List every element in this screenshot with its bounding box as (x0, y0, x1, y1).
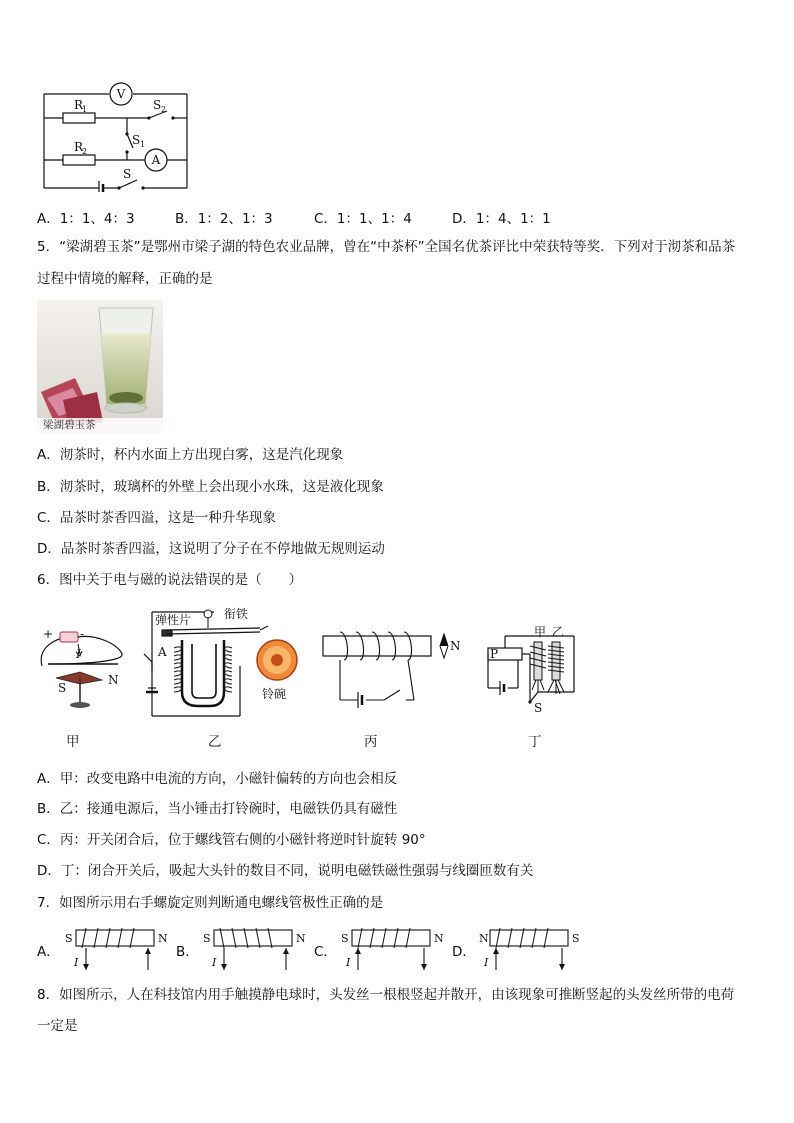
q8-stem-line2: 一定是 (37, 1018, 78, 1034)
q6-fig-ding (478, 626, 586, 714)
yi-a-label: A (158, 645, 167, 659)
q5-option-b: B．沏茶时，玻璃杯的外壁上会出现小水珠，这是液化现象 (37, 479, 384, 495)
q6-label-jia: 甲 (66, 734, 80, 750)
q5-stem-line2: 过程中情境的解释，正确的是 (37, 271, 213, 287)
jia-minus: - (80, 627, 85, 641)
r1-label: R (74, 98, 84, 112)
yi-bell-label: 铃碗 (262, 687, 287, 701)
s2-sub: 2 (161, 105, 167, 114)
q6-stem: 6．图中关于电与磁的说法错误的是（ ） (37, 572, 303, 588)
yi-spring-label: 弹性片 (155, 613, 192, 627)
q7-option-c-letter: C． (314, 944, 337, 960)
s1-label: S (132, 133, 141, 147)
q6-label-yi: 乙 (208, 734, 222, 750)
q7-d-current: I (484, 956, 489, 969)
q7-a-right-pole: N (158, 932, 168, 945)
q4-option-d: D．1：4、1：1 (452, 211, 551, 227)
q7-a-left-pole: S (65, 932, 73, 945)
q7-c-current: I (346, 956, 351, 969)
q7-a-current: I (74, 956, 79, 969)
q7-solenoid-d (476, 924, 588, 974)
jia-plus: + (43, 627, 54, 641)
ammeter-label: A (151, 153, 161, 167)
q4-option-c: C．1：1、1：4 (314, 211, 412, 227)
s1-sub: 1 (140, 140, 146, 149)
q5-option-d: D．品茶时茶香四溢，这说明了分子在不停地做无规则运动 (37, 541, 385, 557)
r2-label: R (74, 140, 84, 154)
q7-c-left-pole: S (341, 932, 349, 945)
q7-b-current: I (212, 956, 217, 969)
yi-armature-label: 衔铁 (224, 607, 249, 621)
q6-option-b: B．乙：接通电源后，当小锤击打铃碗时，电磁铁仍具有磁性 (37, 801, 398, 817)
ding-jia-label: 甲 (534, 626, 547, 639)
q7-option-d-letter: D． (452, 944, 476, 960)
q7-stem: 7．如图所示用右手螺旋定则判断通电螺线管极性正确的是 (37, 895, 384, 911)
ding-p-label: P (490, 647, 499, 661)
q7-b-left-pole: S (203, 932, 211, 945)
s2-label: S (153, 98, 162, 112)
q7-option-b-letter: B． (176, 944, 199, 960)
q6-fig-jia (36, 620, 128, 710)
q7-option-a-letter: A． (37, 944, 60, 960)
q7-c-right-pole: N (434, 932, 444, 945)
q6-option-c: C．丙：开关闭合后，位于螺线管右侧的小磁针将逆时针旋转 90° (37, 832, 426, 848)
r1-sub: 1 (82, 105, 88, 114)
ding-yi-label: 乙 (552, 626, 565, 639)
q7-d-right-pole: S (572, 932, 580, 945)
q4-option-a: A．1：1、4：3 (37, 211, 135, 227)
q7-solenoid-b (200, 924, 312, 974)
q7-b-right-pole: N (296, 932, 306, 945)
s-label: S (123, 167, 132, 181)
q6-label-bing: 丙 (364, 734, 378, 750)
q7-solenoid-a (62, 924, 174, 974)
jia-n: N (108, 673, 119, 687)
ding-s-label: S (534, 701, 543, 714)
voltmeter-label: V (116, 87, 126, 101)
q8-stem-line1: 8．如图所示，人在科技馆内用手触摸静电球时，头发丝一根根竖起并散开，由该现象可推断竖起的头发丝所带的电荷 (37, 987, 735, 1003)
tea-photo-caption: 梁湖碧玉茶 (43, 419, 96, 431)
jia-s: S (58, 681, 67, 695)
r2-sub: 2 (82, 147, 88, 156)
q6-fig-bing (320, 628, 470, 710)
q4-circuit-diagram (37, 80, 197, 192)
q5-stem-line1: 5．“梁湖碧玉茶”是鄂州市梁子湖的特色农业品牌，曾在“中茶杯”全国名优茶评比中荣获特等奖．下列对于沏茶和品茶 (37, 239, 736, 255)
q5-option-a: A．沏茶时，杯内水面上方出现白雾，这是汽化现象 (37, 447, 344, 463)
bing-n-label: N (450, 639, 461, 653)
q7-d-left-pole: N (479, 932, 489, 945)
q6-option-d: D．丁：闭合开关后，吸起大头针的数目不同，说明电磁铁磁性强弱与线圈匝数有关 (37, 863, 534, 879)
tea-photo (37, 300, 163, 434)
q6-label-ding: 丁 (528, 734, 542, 750)
jia-current: I (76, 647, 81, 661)
q6-option-a: A．甲：改变电路中电流的方向，小磁针偏转的方向也会相反 (37, 771, 398, 787)
q5-option-c: C．品茶时茶香四溢，这是一种升华现象 (37, 510, 276, 526)
q7-solenoid-c (338, 924, 450, 974)
q4-option-b: B．1：2、1：3 (175, 211, 273, 227)
q6-fig-yi (136, 604, 306, 720)
